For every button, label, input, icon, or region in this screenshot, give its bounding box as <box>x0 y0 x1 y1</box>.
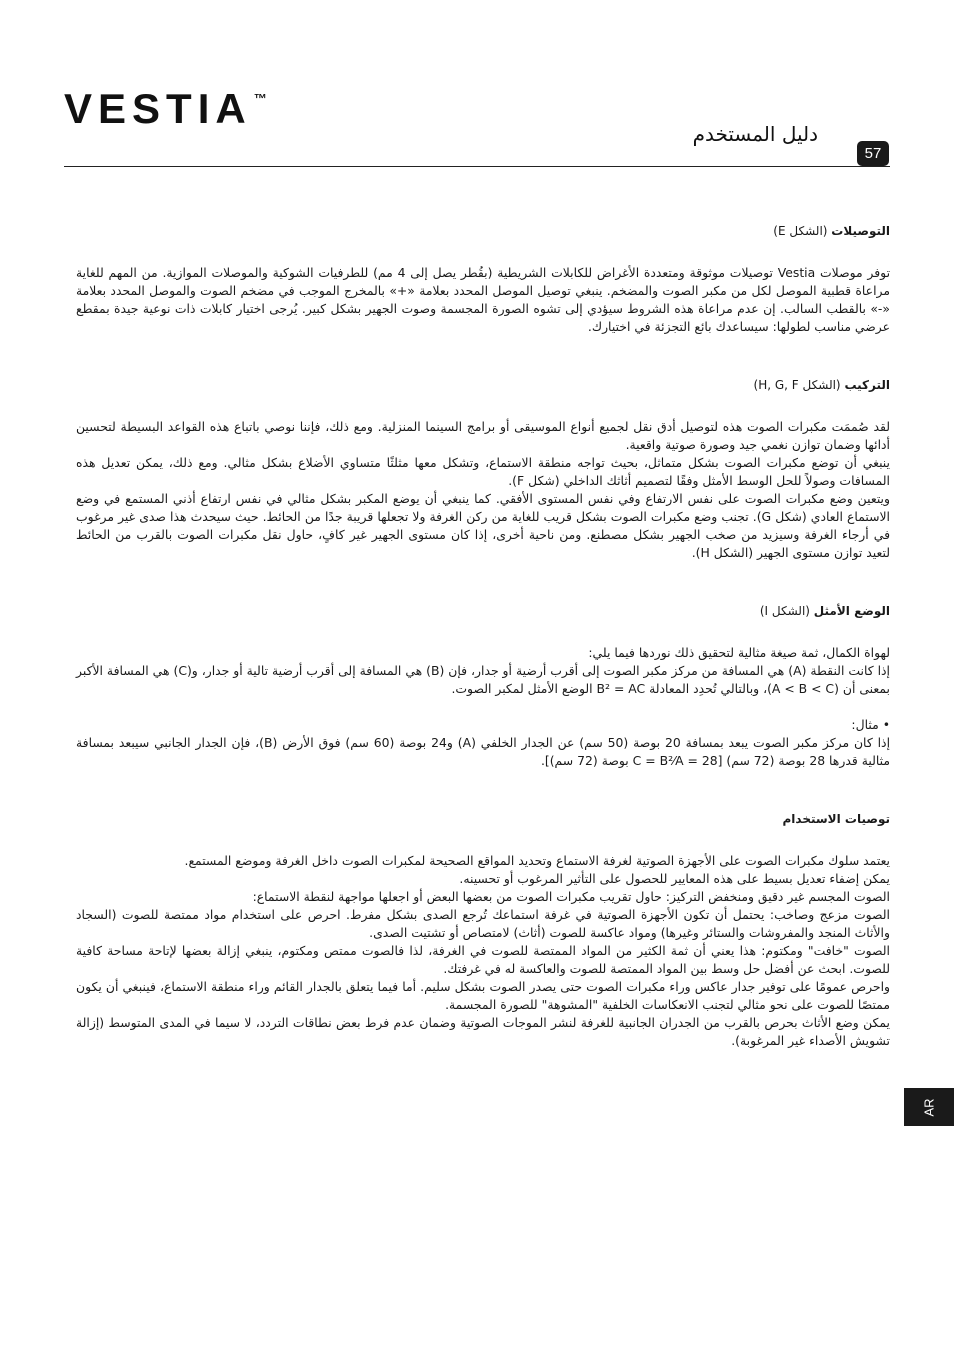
section-connections <box>76 222 890 336</box>
paragraph: إذا كان مركز مكبر الصوت يبعد بمسافة 20 بوصة (50 سم) عن الجدار الخلفي (A) و24 بوصة (60 سم) فوق الأرض (B)، فإن الجدار الجانبي سيبعد بمسافة مثالية قدرها 28 بوصة (72 سم) [C = B²⁄A = 28 بوصة (72 سم)]. <box>76 735 891 768</box>
section-usage-recommendations <box>76 810 890 1050</box>
manual-title: دليل المستخدم <box>692 122 818 146</box>
section-optimal-position <box>76 602 890 770</box>
brand-logo: VESTIA ™ <box>64 85 267 132</box>
language-tab: AR <box>904 1088 954 1126</box>
section-heading: التركيب (الشكل H, G, F) <box>753 378 890 392</box>
paragraph: ينبغي أن توضع مكبرات الصوت بشكل متماثل، بحيث تواجه منطقة الاستماع، وتشكل معها مثلثًا متساوي الأضلاع بشكل مثالي. ومع ذلك، يمكن تعديل هذه المسافات وصولاً للحل الوسط الأمثل وفقًا لتصميم أثاثك الداخلي (شكل F). <box>76 455 890 488</box>
paragraph: يعتمد سلوك مكبرات الصوت على الأجهزة الصوتية لغرفة الاستماع وتحديد المواقع الصحيحة لمكبرات الصوت داخل الغرفة وموضع المستمع. <box>184 853 890 868</box>
section-heading: التوصيلات (الشكل E) <box>773 224 890 238</box>
paragraph: يمكن وضع الأثاث بحرص بالقرب من الجدران الجانبية للغرفة لنشر الموجات الصوتية وضمان عدم فرط بعض نطاقات التردد، لا سيما في المدى المتوسط (إزالة تشويش الأصداء غير المرغوبة). <box>76 1015 890 1048</box>
paragraph: ويتعين وضع مكبرات الصوت على نفس الارتفاع وفي نفس المستوى الأفقي. كما ينبغي أن يوضع المكبر بشكل مثالي في نفس ارتفاع أذني المستمع في وضع الاستماع العادي (شكل G). تجنب وضع مكبرات الصوت بشكل قريب للغاية من ركن الغرفة ولا تجعلها قريبة جدًا من الحائط. حيث سيحدث هذا صدى غير مرغوب في أرجاء الغرفة وسيزيد من صخب الجهير بشكل مصطنع. ومن ناحية أخرى، إذا كان مستوى الجهير غير كافٍ، حاول نقل مكبرات الصوت بالقرب من الحائط لتعيد توازن مستوى الجهير (الشكل H). <box>76 491 890 560</box>
paragraph: لهواة الكمال، ثمة صيغة مثالية لتحقيق ذلك نوردها فيما يلي: <box>588 645 890 660</box>
paragraph: توفر موصلات Vestia توصيلات موثوقة ومتعددة الأغراض للكابلات الشريطية (بقُطر يصل إلى 4 مم) للطرفيات الشوكية والموصلات الموازية. من المهم للغاية مراعاة قطبية الموصل لكل من مكبر الصوت والمضخم. ينبغي توصيل الموصل المحدد بعلامة «+» بالمخرج الموجب في مضخم الصوت والموصل المحدد بعلامة «-» بالقطب السالب. إن عدم مراعاة هذه الشروط سيؤدي إلى تشوه الصورة المجسمة وصوت الجهير بشكل كبير. يُرجى اختيار كابلات ذات نوعية جيدة بمقطع عرضي مناسب لطولها: سيساعدك بائع التجزئة في اختيارك. <box>76 265 891 334</box>
section-heading: توصيات الاستخدام <box>782 812 890 826</box>
paragraph: إذا كانت النقطة (A) هي المسافة من مركز مكبر الصوت إلى أقرب أرضية أو جدار، فإن (B) هي المسافة إلى أقرب أرضية تالية أو جدار، و(C) هي المسافة الأكبر بمعنى أن (A < B < C)، وبالتالي تُحدِد المعادلة B² = AC الوضع الأمثل لمكبر الصوت. <box>76 663 890 696</box>
section-heading: الوضع الأمثل (الشكل I) <box>759 604 890 618</box>
paragraph: الصوت المجسم غير دقيق ومنخفض التركيز: حاول تقريب مكبرات الصوت من بعضها البعض أو اجعلها مواجهة لنقطة الاستماع: <box>252 889 890 904</box>
document-body <box>76 222 890 1050</box>
paragraph: واحرص عمومًا على توفير جدار عاكس وراء مكبرات الصوت حتى يصدر الصوت بشكل سليم. أما فيما يتعلق بالجدار القائم وراء منطقة الاستماع، فينبغي أن يكون ممتصًا للصوت على نحو مثالي لتجنب الانعكاسات الخلفية "المشوهة" للصورة المجسمة. <box>76 979 890 1012</box>
paragraph: الصوت "خافت" ومكتوم: هذا يعني أن ثمة الكثير من المواد الممتصة للصوت في الغرفة، لذا فالصوت ممتص ومكتوم، ينبغي إزالة بعضها لإتاحة مساحة كافية للصوت. ابحث عن أفضل حل وسط بين المواد الممتصة للصوت والعاكسة له في غرفتك. <box>76 943 890 976</box>
paragraph: يمكن إضفاء تعديل بسيط على هذه المعايير للحصول على التأثير المرغوب أو تحسينه. <box>459 871 890 886</box>
paragraph: لقد صُممَت مكبرات الصوت هذه لتوصيل أدق نقل لجميع أنواع الموسيقى أو برامج السينما المنزلية. ومع ذلك، فإننا نوصي باتباع هذه القواعد البسيطة لتحسين أدائها وضمان توازن نغمي جيد وصورة صوتية واقعية. <box>76 419 890 452</box>
header-divider <box>64 166 890 167</box>
section-installation <box>76 376 890 562</box>
example-label: • مثال: <box>851 717 890 732</box>
page-number-badge: 57 <box>857 141 889 166</box>
paragraph: الصوت مزعج وصاخب: يحتمل أن تكون الأجهزة الصوتية في غرفة استماعك تُرجع الصدى بشكل مفرط. احرص على استخدام مواد ممتصة للصوت (السجاد والأثاث المنجد والمفروشات والستائر وغيرها) ومواد عاكسة للصوت (أثاث) لامتصاص أو تشتيت الصدى. <box>76 907 890 940</box>
